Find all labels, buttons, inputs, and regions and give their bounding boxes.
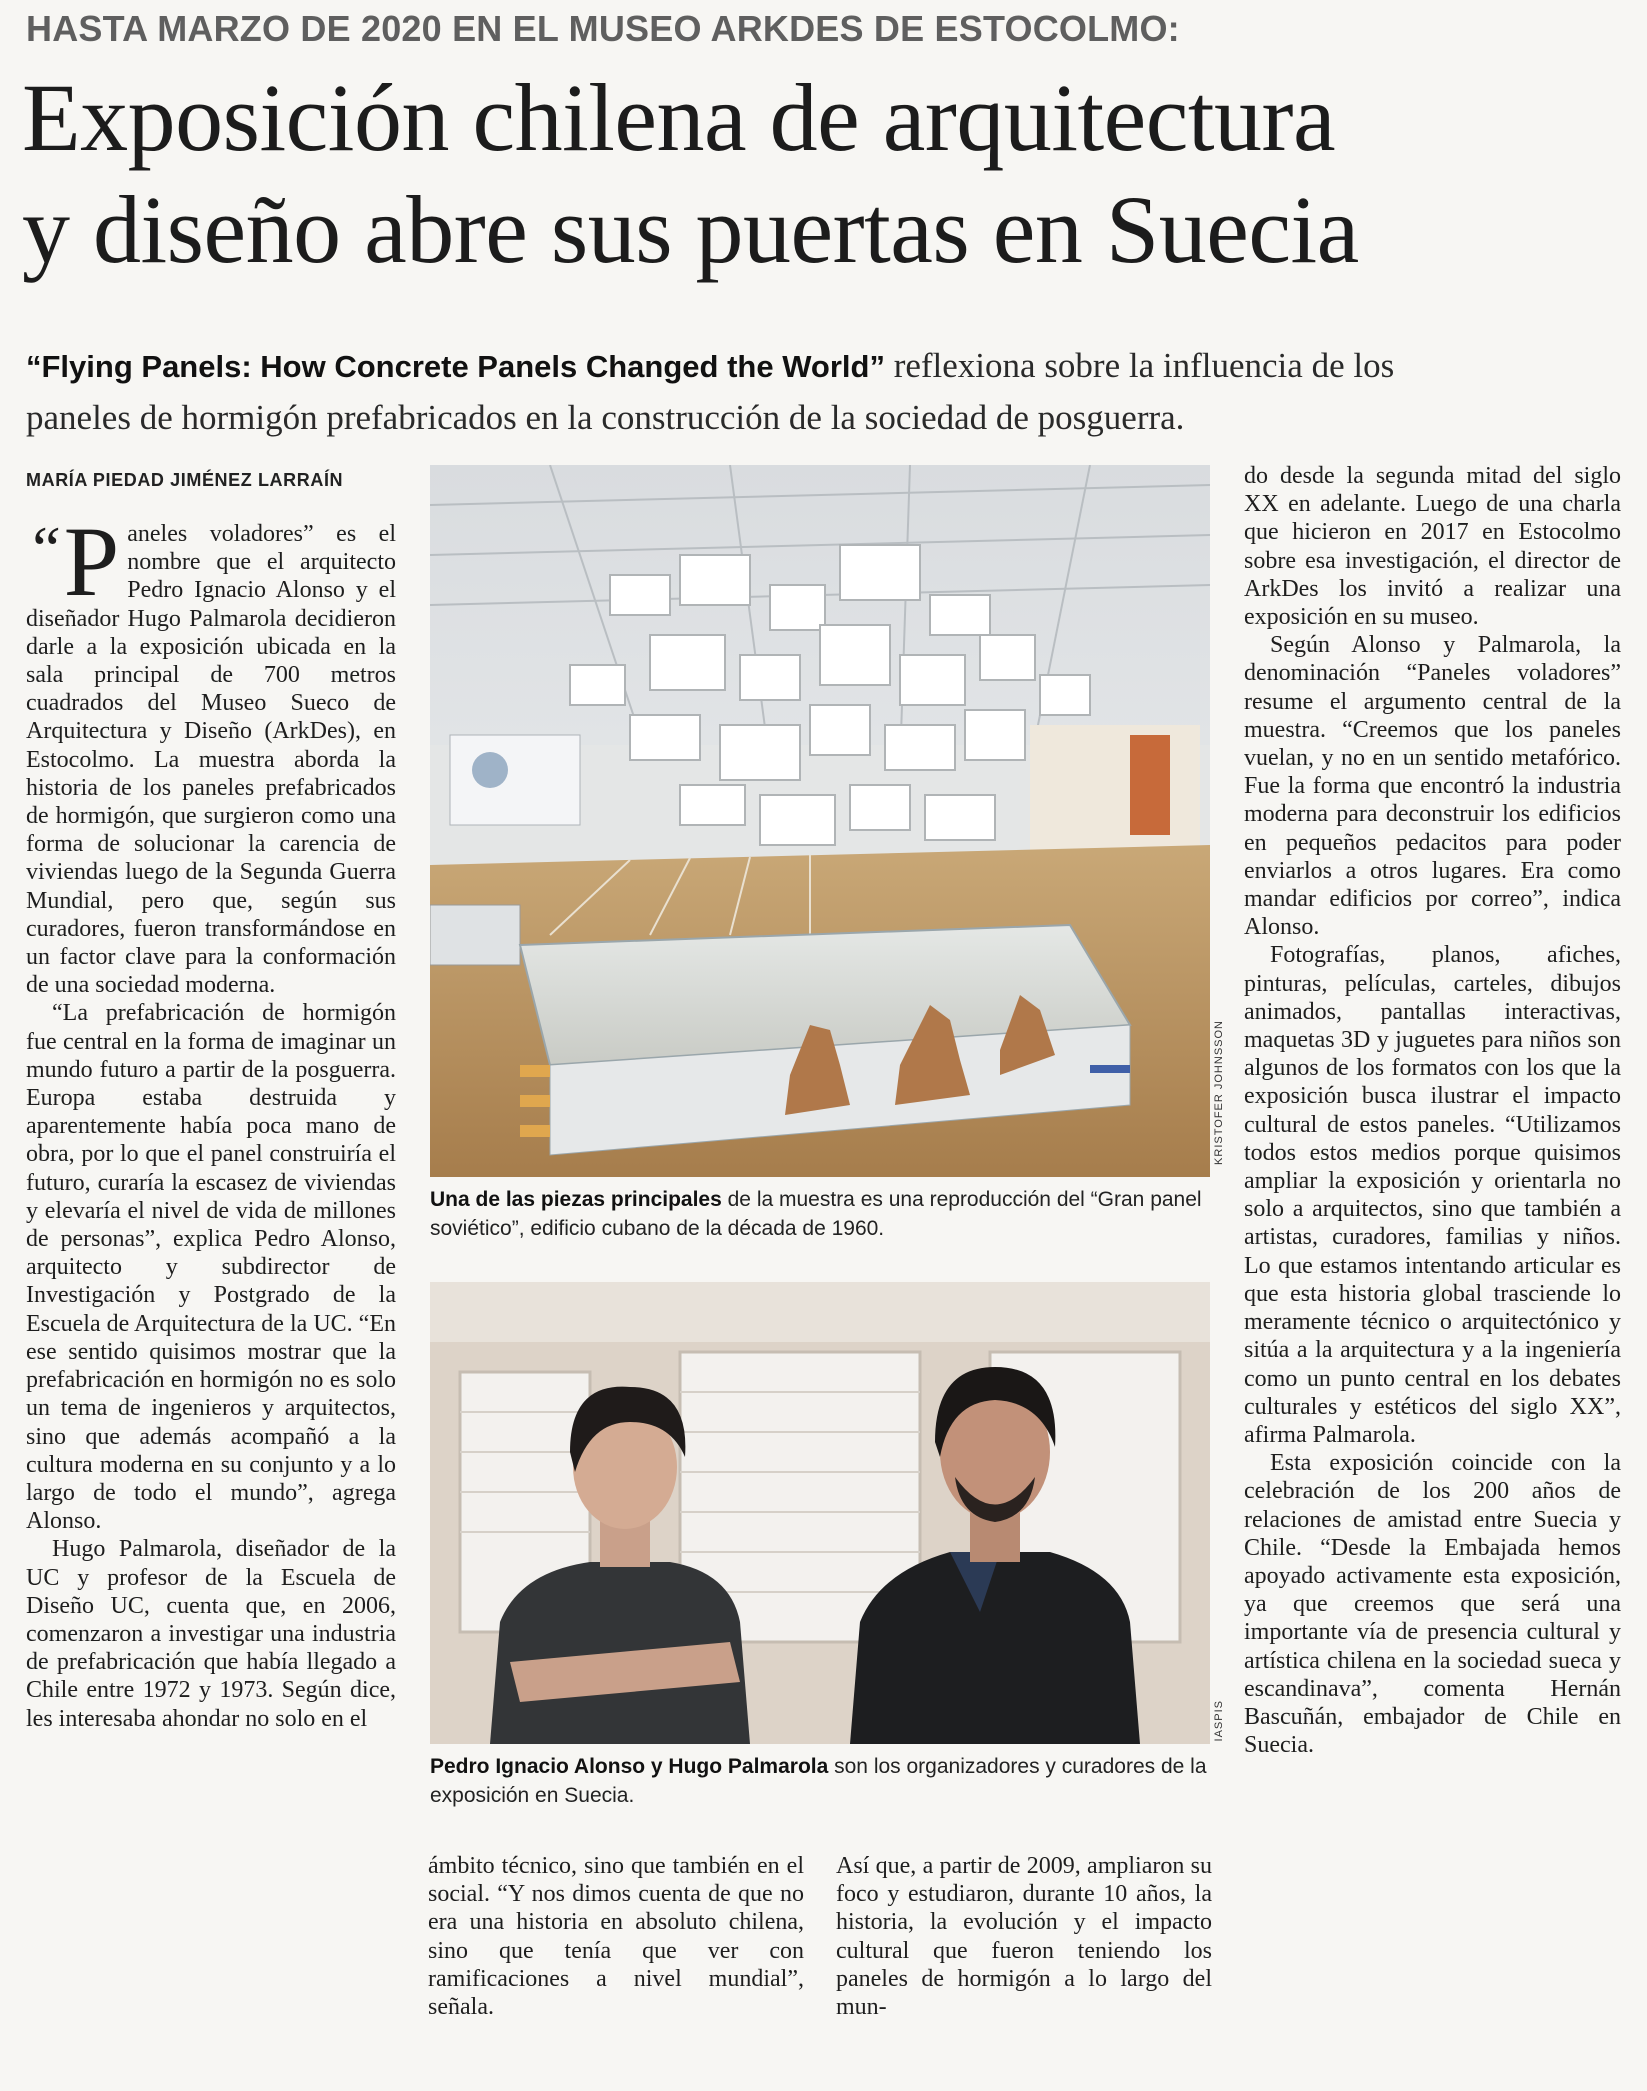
paragraph-3: Hugo Palmarola, diseñador de la UC y profesor de la Escuela de Diseño UC, cuenta que, en 2006, comenzaron a investigar una industria de prefabricación que había llegado a Chile entre 1972 y 1973. Según dice, les interesaba ahondar no solo en el xyxy=(26,1536,396,1732)
deck-line-1-rest: reflexiona sobre la influencia de los xyxy=(884,346,1395,385)
headline xyxy=(22,62,1632,286)
paragraph-6: do desde la segunda mitad del siglo XX en adelante. Luego de una charla que hicieron en 2017 en Estocolmo sobre esa investigación, el director de ArkDes los invitó a realizar una exposición en su museo. xyxy=(1244,463,1621,631)
paragraph-2: “La prefabricación de hormigón fue central en la forma de imaginar un mundo futuro a partir de la posguerra. Europa estaba destruida y aparentemente había poca mano de obra, por lo que el panel construiría el futuro, curaría la escasez de viviendas y elevaría el nivel de vida de millones de personas”, explica Pedro Alonso, arquitecto y subdirector de Investigación y Postgrado de la Escuela de Arquitectura de la UC. “En ese sentido quisimos mostrar que la prefabricación en hormigón no es solo un tema de ingenieros y arquitectos, sino que además acompañó a la cultura moderna en su conjunto y a lo largo de todo el mundo”, agrega Alonso. xyxy=(26,1000,396,1535)
portrait-photo-illustration xyxy=(430,1282,1210,1744)
deck-title: “Flying Panels: How Concrete Panels Changed the World” xyxy=(26,349,885,384)
paragraph-4: ámbito técnico, sino que también en el social. “Y nos dimos cuenta de que no era una historia en absoluto chilena, sino que tenía que ver con ramificaciones a nivel mundial”, señala. xyxy=(428,1853,804,2021)
article-column-4 xyxy=(1244,462,1621,1759)
article-column-1 xyxy=(26,506,396,1733)
exhibition-photo xyxy=(430,465,1210,1177)
photo-caption-1-bold: Una de las piezas principales xyxy=(430,1188,722,1211)
paragraph-1-text: aneles voladores” es el nombre que el arquitecto Pedro Ignacio Alonso y el diseñador Hugo Palmarola decidieron darle a la exposición ubicada en la sala principal de 700 metros cuadrados del Museo Sueco de Arquitectura y Diseño (ArkDes), en Estocolmo. La muestra aborda la historia de los paneles prefabricados de hormigón, que surgieron como una forma de solucionar la carencia de viviendas luego de la Segunda Guerra Mundial, pero que, según sus curadores, fueron transformándose en un factor clave para la conformación de una sociedad moderna. xyxy=(26,521,396,999)
byline: MARÍA PIEDAD JIMÉNEZ LARRAÍN xyxy=(26,470,344,490)
deck-line-1 xyxy=(26,340,1626,392)
headline-line-1: Exposición chilena de arquitectura xyxy=(22,64,1336,171)
photo-credit-1: KRISTOFER JOHNSSON xyxy=(1213,1020,1225,1165)
photo-caption-1 xyxy=(430,1185,1214,1243)
drop-cap: P xyxy=(63,506,120,617)
kicker: HASTA MARZO DE 2020 EN EL MUSEO ARKDES DE ESTOCOLMO: xyxy=(26,8,1180,49)
photo-caption-2 xyxy=(430,1752,1214,1810)
paragraph-9: Esta exposición coincide con la celebración de los 200 años de relaciones de amistad entre Suecia y Chile. “Desde la Embajada hemos apoyado activamente esta exposición, ya que creemos que será una importante vía de presencia cultural y artística chilena en la sociedad sueca y escandinava”, comenta Hernán Bascuñán, embajador de Chile en Suecia. xyxy=(1244,1450,1621,1759)
deck xyxy=(26,340,1626,443)
photo-caption-1-text: de la muestra es una reproducción del “Gran panel soviético”, edificio cubano de la década de 1960. xyxy=(430,1188,1202,1240)
deck-line-2: paneles de hormigón prefabricados en la construcción de la sociedad de posguerra. xyxy=(26,398,1185,437)
paragraph-8: Fotografías, planos, afiches, pinturas, películas, carteles, dibujos animados, pantallas interactivas, maquetas 3D y juguetes para niños son algunos de los formatos con los que la exposición busca ilustrar el impacto cultural de estos paneles. “Utilizamos todos estos medios porque quisimos ampliar la exposición y orientarla no solo a arquitectos, sino que también a artistas, curadores, familias y niños. Lo que estamos intentando articular es que esta historia global trasciende lo meramente técnico o arquitectónico y sitúa a la arquitectura y a la ingeniería como un punto central en los debates culturales y estéticos del siglo XX”, afirma Palmarola. xyxy=(1244,942,1621,1448)
portrait-photo xyxy=(430,1282,1210,1744)
paragraph-1 xyxy=(26,506,396,999)
paragraph-7: Según Alonso y Palmarola, la denominación “Paneles voladores” resume el argumento central de la muestra. “Creemos que los paneles vuelan, y no en un sentido metafórico. Fue la forma que encontró la industria moderna para deconstruir los edificios en pequeños pedacitos para poder enviarlos a otros lugares. Era como mandar edificios por correo”, indica Alonso. xyxy=(1244,632,1621,941)
drop-quote: “ xyxy=(26,513,62,584)
photo-credit-2: IASPIS xyxy=(1213,1700,1225,1742)
exhibition-photo-illustration xyxy=(430,465,1210,1177)
article-column-2 xyxy=(428,1852,804,2021)
headline-line-2: y diseño abre sus puertas en Suecia xyxy=(22,176,1359,283)
article-column-3 xyxy=(836,1852,1212,2021)
paragraph-5: Así que, a partir de 2009, ampliaron su foco y estudiaron, durante 10 años, la historia, la evolución y el impacto cultural que fueron teniendo los paneles de hormigón a lo largo del mun- xyxy=(836,1853,1212,2021)
photo-caption-2-text: son los organizadores y curadores de la exposición en Suecia. xyxy=(430,1755,1207,1807)
photo-caption-2-bold: Pedro Ignacio Alonso y Hugo Palmarola xyxy=(430,1755,829,1778)
